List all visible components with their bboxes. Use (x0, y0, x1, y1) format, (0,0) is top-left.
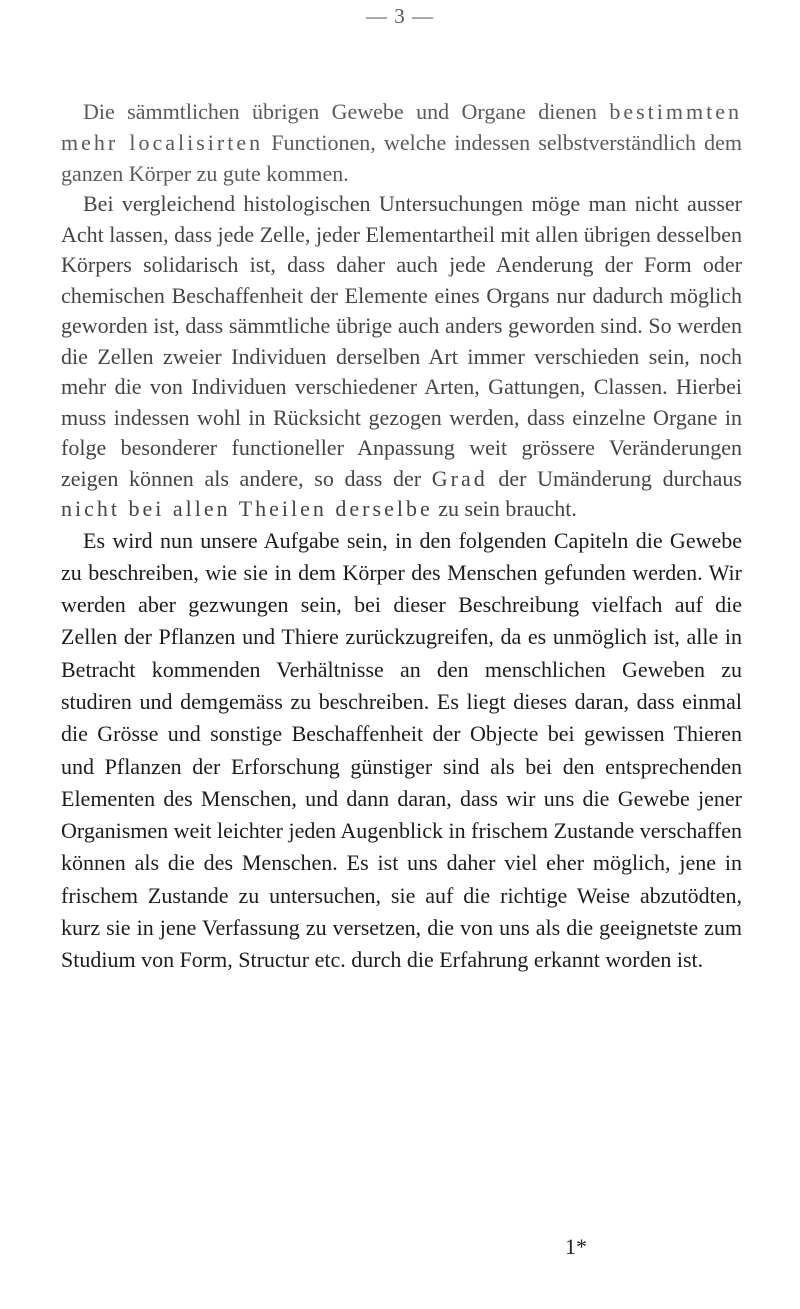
body-text (61, 96, 742, 977)
paragraph-1-text-start: Die sämmtlichen übrigen Gewebe und Organe dienen (83, 99, 610, 124)
paragraph-3: Es wird nun unsere Aufgabe sein, in den folgenden Capiteln die Gewebe zu beschreiben, wie sie in dem Körper des Menschen gefunden werden. Wir werden aber gezwungen sein, bei dieser Beschreibung vielfach auf die Zellen der Pflanzen und Thiere zurückzugreifen, da es unmöglich ist, alle in Betracht kommenden Verhältnisse an den menschlichen Geweben zu studiren und demgemäss zu beschreiben. Es liegt dieses daran, dass einmal die Grösse und sonstige Beschaffenheit der Objecte bei gewissen Thieren und Pflanzen der Erforschung günstiger sind als bei den entsprechenden Elementen des Menschen, und dann daran, dass wir uns die Gewebe jener Organismen weit leichter jeden Augenblick in frischem Zustande verschaffen können als die des Menschen. Es ist uns daher viel eher möglich, jene in frischem Zustande zu untersuchen, sie auf die richtige Weise abzutödten, kurz sie in jene Verfassung zu versetzen, die von uns als die geeignetste zum Studium von Form, Structur etc. durch die Erfahrung erkannt worden ist. (61, 527, 742, 973)
paragraph-2-text-end: zu sein braucht. (432, 496, 577, 521)
paragraph-2-text-middle: der Umänderung durchaus (487, 465, 742, 491)
signature-mark: 1* (565, 1234, 587, 1259)
paragraph-2-emphasis-grad: Grad (431, 465, 488, 491)
paragraph-1 (61, 96, 742, 189)
page-number: — 3 — (366, 4, 434, 28)
paragraph-2-emphasis-theilen: nicht bei allen Theilen derselbe (61, 496, 433, 521)
paragraph-2 (61, 189, 742, 525)
paragraph-2-text-start: Bei vergleichend histologischen Untersuchungen möge man nicht ausser Acht lassen, dass jede Zelle, jeder Elementartheil mit allen übrigen desselben Körpers solidarisch ist, dass daher auch jede Aenderung der Form oder chemischen Beschaffenheit der Elemente eines Organs nur dadurch möglich geworden ist, dass sämmtliche übrige auch anders geworden sind. So werden die Zellen zweier Individuen derselben Art immer verschieden sein, noch mehr die von Individuen verschiedener Arten, Gattungen, Classen. Hierbei muss indessen wohl in Rücksicht gezogen werden, dass einzelne Organe in folge besonderer functioneller Anpassung weit grössere Veränderungen zeigen können als andere, so dass der (61, 191, 742, 491)
paragraph-1-emphasis: bestimmten mehr localisirten (61, 99, 742, 155)
paragraph-1-text-end: Functionen, welche indessen selbstverständlich dem ganzen Körper zu gute kommen. (61, 130, 743, 186)
